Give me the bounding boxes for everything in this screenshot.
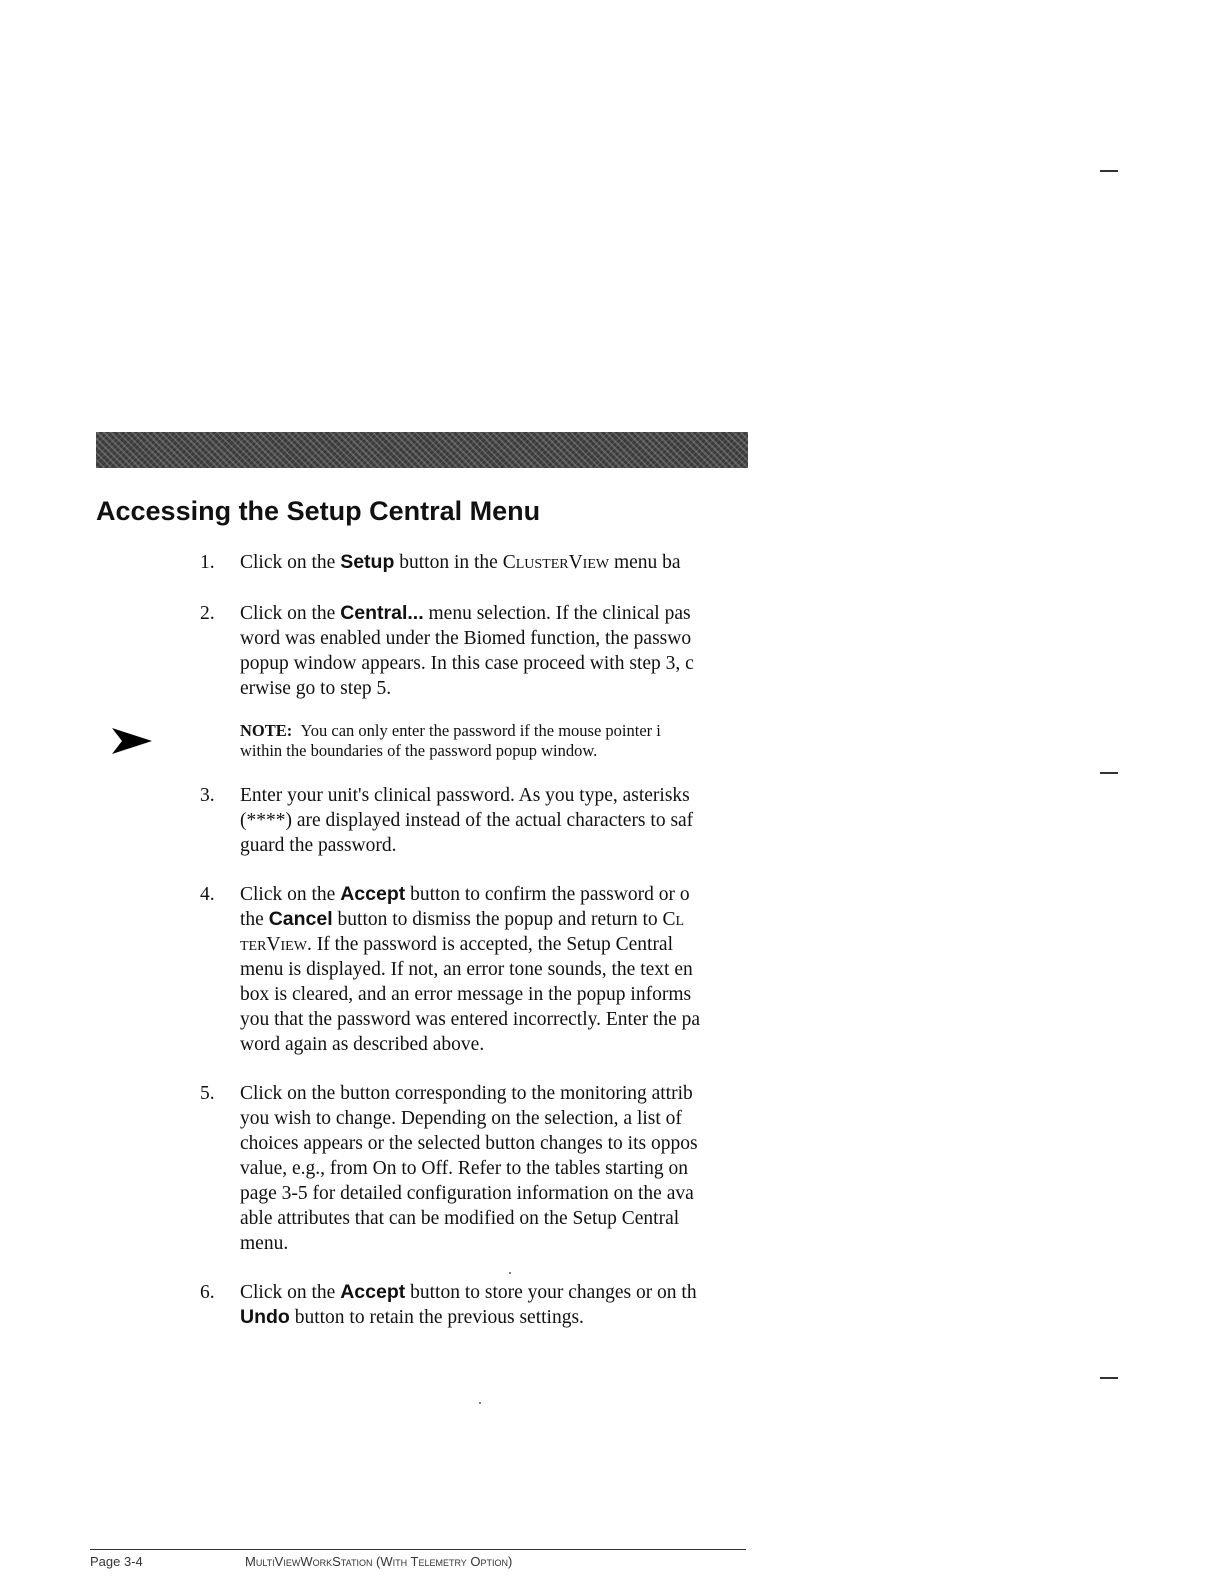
step-line: guard the password. <box>240 835 397 856</box>
step-6 <box>200 1280 748 1330</box>
step-line: terView. If the password is accepted, the Setup Central <box>240 934 674 955</box>
app-name: ClusterView <box>502 552 610 573</box>
step-line: (****) are displayed instead of the actual characters to saf <box>240 810 694 831</box>
step-line: choices appears or the selected button changes to its oppos <box>240 1133 698 1154</box>
step-4 <box>200 882 748 1057</box>
step-text <box>240 783 693 858</box>
step-line: Click on the Central... menu selection. If the clinical pas <box>240 602 691 624</box>
step-line: able attributes that can be modified on the Setup Central <box>240 1208 680 1229</box>
note <box>240 721 748 761</box>
footer-document-title: MultiViewWorkStation (With Telemetry Option) <box>245 1554 513 1569</box>
step-1 <box>200 550 748 575</box>
bold-term: Central... <box>340 602 424 624</box>
step-line: word was enabled under the Biomed function, the passwo <box>240 628 692 649</box>
step-line: menu is displayed. If not, an error tone sounds, the text en <box>240 959 693 980</box>
bold-term: Setup <box>340 551 395 573</box>
bold-term: Cancel <box>268 908 333 930</box>
app-name: Cl <box>662 909 685 930</box>
bold-term: Undo <box>240 1306 290 1328</box>
step-text <box>240 882 700 1057</box>
step-5 <box>200 1081 748 1256</box>
scan-speck <box>509 1272 511 1274</box>
step-line: Click on the button corresponding to the monitoring attrib <box>240 1083 693 1104</box>
step-line: you that the password was entered incorrectly. Enter the pa <box>240 1009 701 1030</box>
step-number: 2. <box>200 603 215 624</box>
app-name: terView <box>240 934 307 955</box>
step-line: Click on the Setup button in the ClusterView menu ba <box>240 551 681 573</box>
step-number: 5. <box>200 1083 215 1104</box>
step-number: 4. <box>200 884 215 905</box>
step-text <box>240 1280 697 1330</box>
step-text <box>240 1081 698 1256</box>
note-label: NOTE: <box>240 721 293 740</box>
step-3 <box>200 783 748 858</box>
step-line: you wish to change. Depending on the selection, a list of <box>240 1108 682 1129</box>
step-line: popup window appears. In this case proceed with step 3, c <box>240 653 694 674</box>
step-line: box is cleared, and an error message in the popup informs <box>240 984 692 1005</box>
margin-mark <box>1100 170 1118 172</box>
step-number: 1. <box>200 552 215 573</box>
step-number: 6. <box>200 1282 215 1303</box>
steps-list <box>200 550 748 1330</box>
section-banner <box>96 432 748 468</box>
step-line: Enter your unit's clinical password. As you type, asterisks <box>240 785 690 806</box>
step-number: 3. <box>200 785 215 806</box>
margin-mark <box>1100 1377 1118 1379</box>
footer-page-number: Page 3-4 <box>90 1554 143 1569</box>
step-line: Undo button to retain the previous settings. <box>240 1306 584 1328</box>
step-line: word again as described above. <box>240 1034 485 1055</box>
section-title: Accessing the Setup Central Menu <box>96 496 541 526</box>
step-text <box>240 550 681 575</box>
bold-term: Accept <box>340 883 406 905</box>
step-line: the Cancel button to dismiss the popup and return to Cl <box>240 908 685 930</box>
step-line: Click on the Accept button to confirm the password or o <box>240 883 690 905</box>
footer-rule <box>90 1549 746 1550</box>
step-line: menu. <box>240 1233 289 1254</box>
note-line-1: NOTE: You can only enter the password if the mouse pointer i <box>240 721 661 740</box>
step-text <box>240 601 694 701</box>
note-arrow-icon <box>112 728 152 754</box>
step-line: value, e.g., from On to Off. Refer to the tables starting on <box>240 1158 689 1179</box>
step-2 <box>200 601 748 701</box>
step-line: erwise go to step 5. <box>240 678 392 699</box>
scan-speck <box>479 1402 481 1404</box>
bold-term: Accept <box>340 1281 406 1303</box>
note-line-2: within the boundaries of the password popup window. <box>240 741 598 760</box>
step-line: Click on the Accept button to store your changes or on th <box>240 1281 697 1303</box>
step-line: page 3-5 for detailed configuration information on the ava <box>240 1183 694 1204</box>
margin-mark <box>1100 772 1118 774</box>
